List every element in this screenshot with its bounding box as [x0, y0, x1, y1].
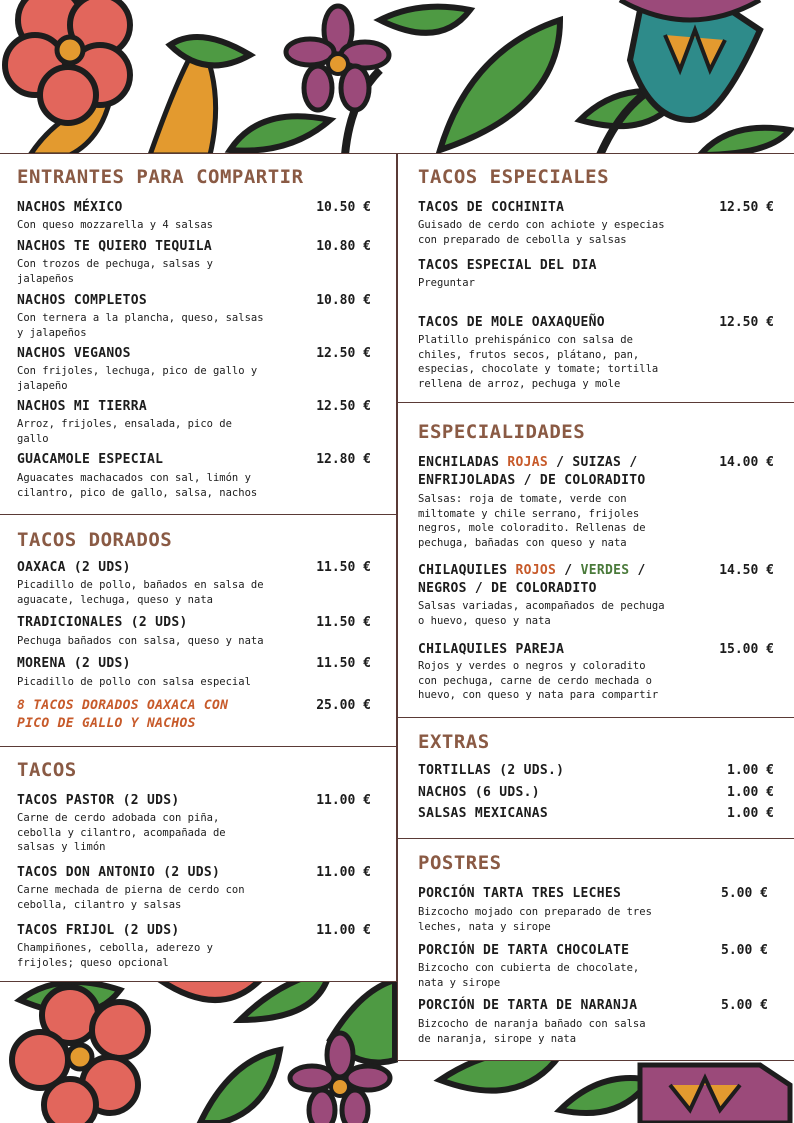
menu-item-description: Picadillo de pollo, bañados en salsa de aguacate, lechuga, queso y nata	[17, 579, 264, 606]
menu-item-description: Bizcocho con cubierta de chocolate, nata y sirope	[418, 962, 640, 989]
menu-item-price: 1.00 €	[727, 806, 774, 821]
menu-item-description: Con queso mozzarella y 4 salsas	[17, 219, 213, 231]
section-tacos-especiales	[398, 154, 794, 403]
enchiladas-name-line2: ENFRIJOLADAS / DE COLORADITO	[418, 473, 646, 488]
enchiladas-name-line1: ENCHILADAS ROJAS / SUIZAS /	[418, 455, 638, 470]
menu-item-price: 12.80 €	[316, 452, 371, 467]
menu-item-name: NACHOS VEGANOS	[17, 346, 131, 361]
menu-item-price: 14.50 €	[719, 563, 774, 578]
promo-item-price: 25.00 €	[316, 698, 371, 713]
menu-item-name: NACHOS MI TIERRA	[17, 399, 148, 414]
section-extras	[398, 718, 794, 839]
menu-item-description: Carne de cerdo adobada con piña, cebolla y cilantro, acompañada de salsas y limón	[17, 812, 226, 853]
menu-item-name: GUACAMOLE ESPECIAL	[17, 452, 164, 467]
menu-item-price: 1.00 €	[727, 785, 774, 800]
menu-item-description: Carne mechada de pierna de cerdo con cebolla, cilantro y salsas	[17, 884, 245, 911]
menu-item-price: 10.50 €	[316, 200, 371, 215]
menu-item-price: 1.00 €	[727, 763, 774, 778]
menu-item-price: 11.00 €	[316, 793, 371, 808]
right-menu-panel	[397, 153, 794, 1061]
section-title: POSTRES	[418, 852, 502, 874]
menu-item-description: Champiñones, cebolla, aderezo y frijoles; queso opcional	[17, 942, 213, 969]
menu-item-price: 5.00 €	[721, 886, 768, 901]
section-tacos	[0, 747, 396, 981]
menu-item-price: 5.00 €	[721, 943, 768, 958]
section-title: ENTRANTES PARA COMPARTIR	[17, 166, 304, 188]
menu-item-description: Con ternera a la plancha, queso, salsas y jalapeños	[17, 312, 264, 339]
menu-item-description: Salsas: roja de tomate, verde con miltomate y chile serrano, frijoles negros, mole coloradito. Rellenas de pechuga, bañadas con queso y nata	[418, 493, 646, 549]
section-title: TACOS	[17, 759, 77, 781]
menu-item-name: TACOS DON ANTONIO (2 UDS)	[17, 865, 221, 880]
section-entrantes	[0, 154, 396, 515]
menu-item-name: PORCIÓN DE TARTA DE NARANJA	[418, 998, 638, 1013]
menu-item-name: TACOS ESPECIAL DEL DIA	[418, 258, 597, 273]
menu-item-name: OAXACA (2 UDS)	[17, 560, 131, 575]
menu-item-name: NACHOS TE QUIERO TEQUILA	[17, 239, 213, 254]
menu-item-price: 5.00 €	[721, 998, 768, 1013]
menu-item-price: 12.50 €	[719, 200, 774, 215]
menu-item-description: Con trozos de pechuga, salsas y jalapeños	[17, 258, 213, 285]
menu-item-name: TACOS PASTOR (2 UDS)	[17, 793, 180, 808]
menu-item-name: TACOS DE COCHINITA	[418, 200, 565, 215]
menu-item-description: Aguacates machacados con sal, limón y cilantro, pico de gallo, salsa, nachos	[17, 472, 258, 499]
chilaquiles-name-line1: CHILAQUILES ROJOS / VERDES /	[418, 563, 646, 578]
promo-item-name-line1: 8 TACOS DORADOS OAXACA CON	[17, 698, 229, 713]
menu-item-price: 14.00 €	[719, 455, 774, 470]
menu-item-name: PORCIÓN TARTA TRES LECHES	[418, 886, 622, 901]
menu-item-price: 11.00 €	[316, 923, 371, 938]
menu-item-description: Guisado de cerdo con achiote y especias con preparado de cebolla y salsas	[418, 219, 665, 246]
menu-item-description: Platillo prehispánico con salsa de chiles, frutos secos, plátano, pan, especias, chocolate y tomate; tortilla rellena de arroz, pechuga y mole	[418, 334, 659, 390]
menu-item-description: Picadillo de pollo con salsa especial	[17, 676, 251, 688]
menu-item-price: 10.80 €	[316, 239, 371, 254]
menu-item-description: Bizcocho de naranja bañado con salsa de naranja, sirope y nata	[418, 1018, 646, 1045]
menu-item-name: CHILAQUILES PAREJA	[418, 642, 565, 657]
section-title: TACOS DORADOS	[17, 529, 173, 551]
menu-item-price: 12.50 €	[316, 346, 371, 361]
section-title: TACOS ESPECIALES	[418, 166, 610, 188]
floral-decoration-top	[0, 0, 794, 155]
menu-item-description: Pechuga bañados con salsa, queso y nata	[17, 635, 264, 647]
menu-item-price: 15.00 €	[719, 642, 774, 657]
menu-item-description: Salsas variadas, acompañados de pechuga o huevo, queso y nata	[418, 600, 665, 627]
menu-item-price: 11.50 €	[316, 560, 371, 575]
menu-item-name: NACHOS COMPLETOS	[17, 293, 148, 308]
section-title: ESPECIALIDADES	[418, 421, 586, 443]
section-title: EXTRAS	[418, 731, 490, 753]
menu-item-description: Preguntar	[418, 277, 475, 289]
menu-item-price: 12.50 €	[719, 315, 774, 330]
menu-item-price: 11.00 €	[316, 865, 371, 880]
section-postres	[398, 839, 794, 1060]
menu-item-name: TACOS FRIJOL (2 UDS)	[17, 923, 180, 938]
menu-item-price: 11.50 €	[316, 615, 371, 630]
menu-item-name: NACHOS (6 UDS.)	[418, 785, 540, 800]
menu-item-name: MORENA (2 UDS)	[17, 656, 131, 671]
menu-item-price: 11.50 €	[316, 656, 371, 671]
menu-item-description: Arroz, frijoles, ensalada, pico de gallo	[17, 418, 232, 445]
menu-item-name: TORTILLAS (2 UDS.)	[418, 763, 565, 778]
menu-item-description: Rojos y verdes o negros y coloradito con pechuga, carne de cerdo mechada o huevo, con queso y nata para compartir	[418, 660, 659, 701]
menu-item-name: TRADICIONALES (2 UDS)	[17, 615, 188, 630]
section-tacos-dorados	[0, 515, 396, 747]
menu-item-description: Bizcocho mojado con preparado de tres leches, nata y sirope	[418, 906, 652, 933]
menu-item-name: PORCIÓN DE TARTA CHOCOLATE	[418, 943, 630, 958]
menu-item-description: Con frijoles, lechuga, pico de gallo y jalapeño	[17, 365, 258, 392]
section-especialidades	[398, 403, 794, 718]
left-menu-panel	[0, 153, 397, 982]
chilaquiles-name-line2: NEGROS / DE COLORADITO	[418, 581, 597, 596]
promo-item-name-line2: PICO DE GALLO Y NACHOS	[17, 716, 196, 731]
menu-item-name: SALSAS MEXICANAS	[418, 806, 549, 821]
menu-item-name: NACHOS MÉXICO	[17, 200, 123, 215]
menu-item-price: 10.80 €	[316, 293, 371, 308]
menu-item-price: 12.50 €	[316, 399, 371, 414]
menu-item-name: TACOS DE MOLE OAXAQUEÑO	[418, 315, 605, 330]
